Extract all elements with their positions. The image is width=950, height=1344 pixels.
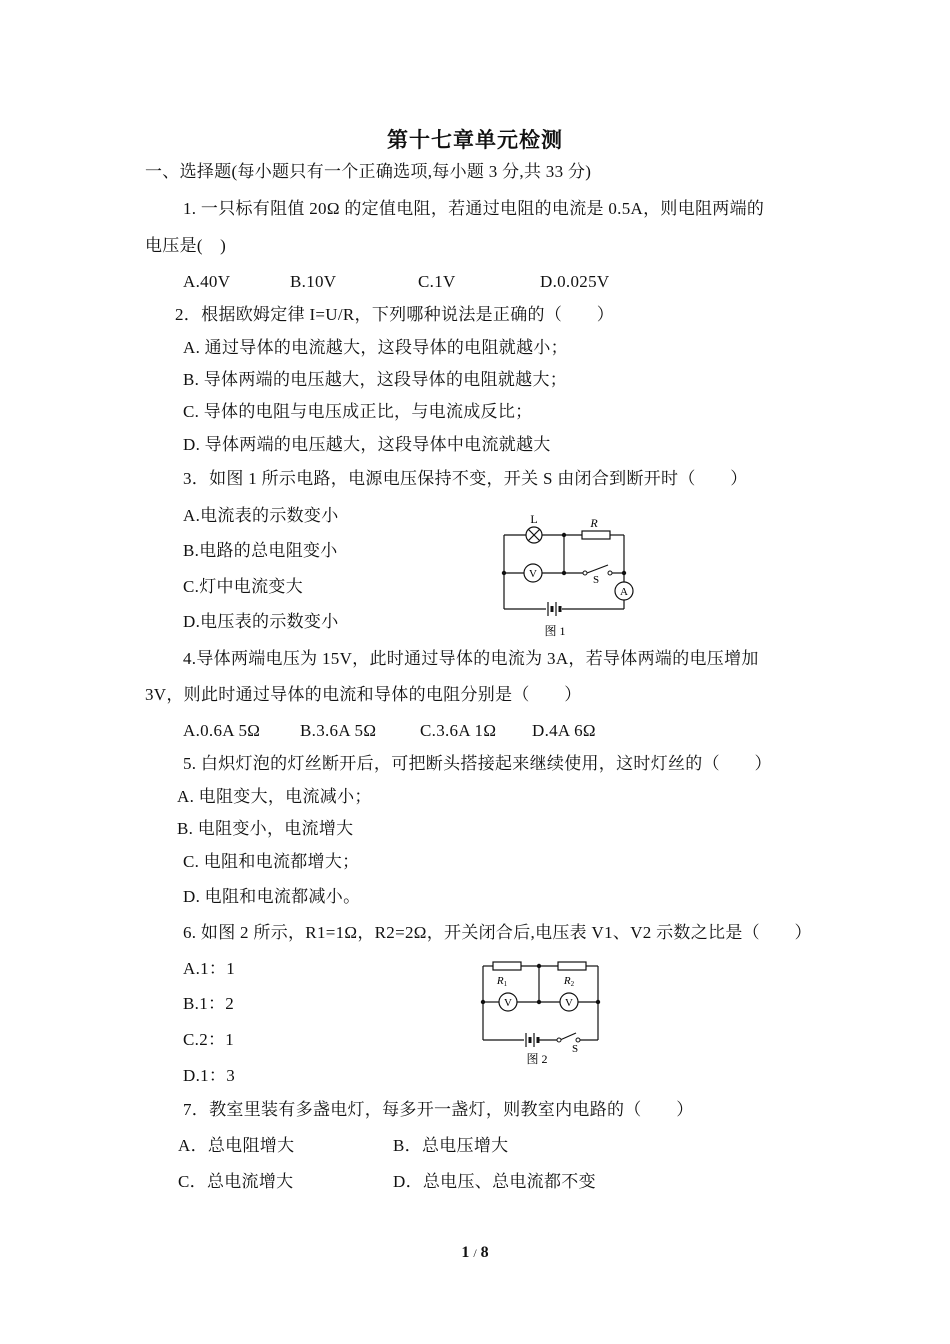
q4-stem-line1: 4.导体两端电压为 15V，此时通过导体的电流为 3A，若导体两端的电压增加: [183, 649, 759, 668]
q1-option-b: B.10V: [290, 272, 337, 291]
q7-option-d: D．总电压、总电流都不变: [393, 1172, 596, 1191]
page-separator: /: [473, 1246, 477, 1260]
q1-option-d: D.0.025V: [540, 272, 610, 291]
q3-option-d: D.电压表的示数变小: [183, 612, 339, 631]
figure-1-lamp-label: L: [530, 512, 538, 526]
q1-option-c: C.1V: [418, 272, 456, 291]
q3-option-a: A.电流表的示数变小: [183, 506, 339, 525]
q6-option-a: A.1：1: [183, 959, 236, 978]
q1-stem-line2: 电压是( ): [145, 236, 227, 255]
q2-option-a: A. 通过导体的电流越大，这段导体的电阻就越小；: [183, 338, 568, 357]
figure-2-voltmeter-2-symbol: V: [565, 997, 573, 1009]
page-total: 8: [480, 1244, 489, 1261]
q2-option-d: D. 导体两端的电压越大，这段导体中电流就越大: [183, 435, 551, 454]
q7-option-b: B．总电压增大: [393, 1136, 509, 1155]
q3-stem: 3．如图 1 所示电路，电源电压保持不变，开关 S 由闭合到断开时（ ）: [183, 469, 748, 488]
page-title: 第十七章单元检测: [387, 128, 563, 152]
q7-option-a: A．总电阻增大: [178, 1136, 295, 1155]
q5-option-a: A. 电阻变大，电流减小；: [177, 787, 372, 806]
q5-option-b: B. 电阻变小，电流增大: [177, 819, 354, 838]
q1-option-a: A.40V: [183, 272, 231, 291]
q3-option-b: B.电路的总电阻变小: [183, 541, 338, 560]
figure-1-caption: 图 1: [544, 624, 566, 638]
figure-2-caption: 图 2: [526, 1052, 548, 1066]
figure-2-r1-label: R1: [496, 975, 508, 988]
figure-2-voltmeter-1-symbol: V: [504, 997, 512, 1009]
figure-1-circuit: [490, 505, 650, 645]
q4-option-c: C.3.6A 1Ω: [420, 721, 497, 740]
q6-stem: 6. 如图 2 所示，R1=1Ω，R2=2Ω，开关闭合后,电压表 V1、V2 示数之比是（ ）: [183, 923, 812, 942]
q5-option-c: C. 电阻和电流都增大；: [183, 852, 360, 871]
figure-2-r2-label: R2: [563, 975, 575, 988]
figure-1-resistor-label: R: [590, 516, 598, 530]
q6-option-d: D.1：3: [183, 1066, 236, 1085]
q5-stem: 5. 白炽灯泡的灯丝断开后，可把断头搭接起来继续使用，这时灯丝的（ ）: [183, 754, 772, 773]
q7-stem: 7．教室里装有多盏电灯，每多开一盏灯，则教室内电路的（ ）: [183, 1100, 694, 1119]
figure-2-switch-label: S: [571, 1043, 579, 1055]
q4-option-d: D.4A 6Ω: [532, 721, 596, 740]
q7-option-c: C．总电流增大: [178, 1172, 294, 1191]
q4-option-a: A.0.6A 5Ω: [183, 721, 261, 740]
q2-option-b: B. 导体两端的电压越大，这段导体的电阻就越大；: [183, 370, 568, 389]
figure-1-switch-label: S: [592, 574, 600, 586]
figure-1-voltmeter-symbol: V: [529, 568, 537, 580]
q4-option-b: B.3.6A 5Ω: [300, 721, 377, 740]
q5-option-d: D. 电阻和电流都减小。: [183, 887, 361, 906]
section-heading: 一、选择题(每小题只有一个正确选项,每小题 3 分,共 33 分): [145, 162, 592, 181]
page-current: 1: [461, 1244, 470, 1261]
q6-option-b: B.1：2: [183, 994, 235, 1013]
q6-option-c: C.2：1: [183, 1030, 235, 1049]
q3-option-c: C.灯中电流变大: [183, 577, 303, 596]
q4-stem-line2: 3V，则此时通过导体的电流和导体的电阻分别是（ ）: [145, 685, 582, 704]
page-number: [0, 1244, 950, 1262]
q2-option-c: C. 导体的电阻与电压成正比，与电流成反比；: [183, 402, 533, 421]
q2-stem: 2．根据欧姆定律 I=U/R，下列哪种说法是正确的（ ）: [175, 305, 615, 324]
figure-2-circuit: [478, 956, 608, 1071]
q1-stem-line1: 1. 一只标有阻值 20Ω 的定值电阻，若通过电阻的电流是 0.5A，则电阻两端的: [183, 199, 765, 218]
figure-1-ammeter-symbol: A: [620, 586, 628, 598]
